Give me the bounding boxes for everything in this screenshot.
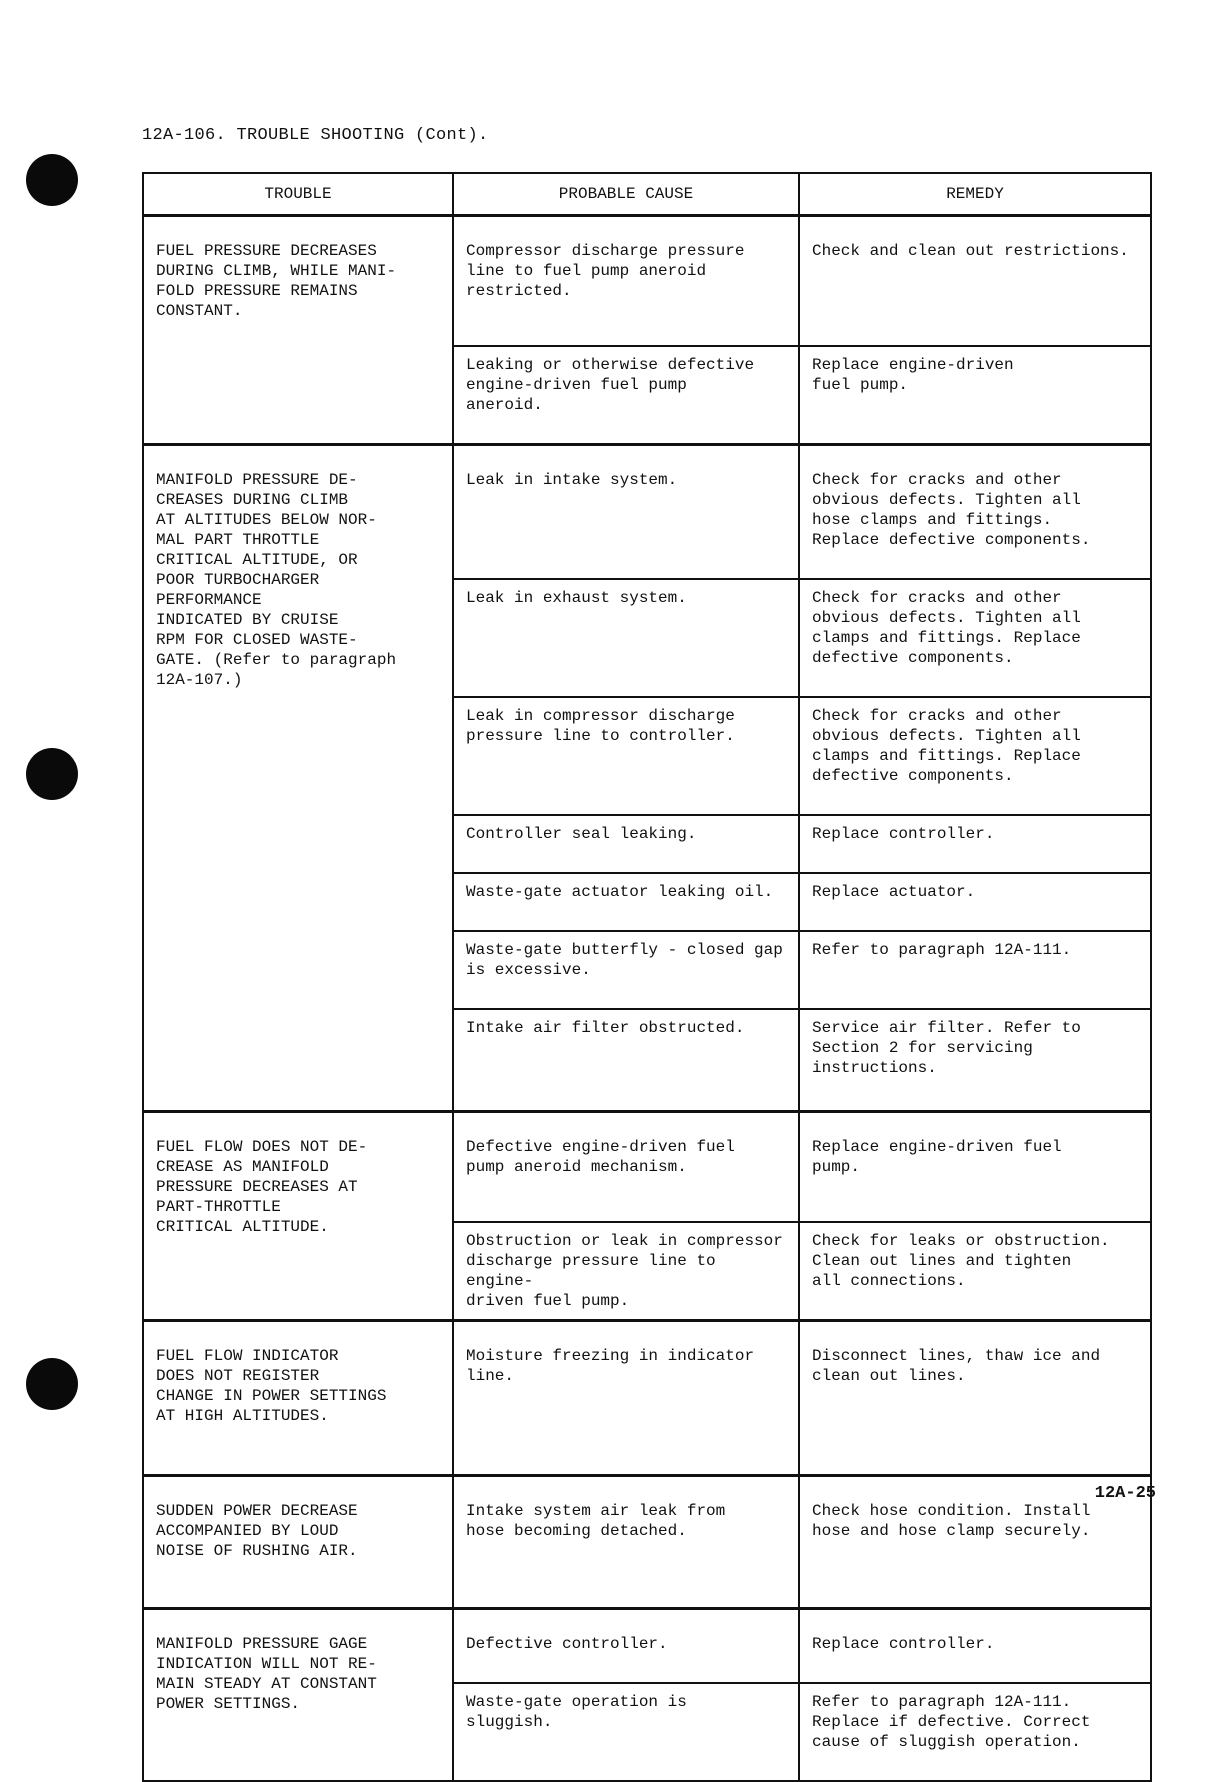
cause-cell: Intake air filter obstructed. [453,1009,799,1112]
remedy-cell: Replace engine-driven fuel pump. [799,346,1151,445]
remedy-cell: Refer to paragraph 12A-111. Replace if defective. Correct cause of sluggish operation. [799,1683,1151,1781]
cause-cell: Waste-gate butterfly - closed gap is excessive. [453,931,799,1009]
trouble-cell: FUEL PRESSURE DECREASES DURING CLIMB, WHILE MANI- FOLD PRESSURE REMAINS CONSTANT. [143,216,453,445]
remedy-cell: Check hose condition. Install hose and hose clamp securely. [799,1476,1151,1609]
trouble-cell: MANIFOLD PRESSURE DE- CREASES DURING CLIMB AT ALTITUDES BELOW NOR- MAL PART THROTTLE CRITICAL ALTITUDE, OR POOR TURBOCHARGER PERFORMANCE INDICATED BY CRUISE RPM FOR CLOSED WASTE- GATE. (Refer to paragraph 12A-107.) [143,445,453,1112]
trouble-cell: FUEL FLOW INDICATOR DOES NOT REGISTER CHANGE IN POWER SETTINGS AT HIGH ALTITUDES. [143,1321,453,1476]
remedy-cell: Check for leaks or obstruction. Clean out lines and tighten all connections. [799,1222,1151,1321]
remedy-cell: Check and clean out restrictions. [799,216,1151,347]
remedy-cell: Replace actuator. [799,873,1151,931]
binder-hole [26,748,78,800]
table-body [143,216,1151,1782]
header-row [143,173,1151,216]
cause-cell: Compressor discharge pressure line to fuel pump aneroid restricted. [453,216,799,347]
remedy-cell: Refer to paragraph 12A-111. [799,931,1151,1009]
troubleshooting-table [142,172,1152,1782]
trouble-cell: MANIFOLD PRESSURE GAGE INDICATION WILL NOT RE- MAIN STEADY AT CONSTANT POWER SETTINGS. [143,1609,453,1782]
remedy-cell: Check for cracks and other obvious defects. Tighten all clamps and fittings. Replace defective components. [799,697,1151,815]
remedy-cell: Service air filter. Refer to Section 2 for servicing instructions. [799,1009,1151,1112]
cause-cell: Leak in compressor discharge pressure line to controller. [453,697,799,815]
table-row [143,1112,1151,1223]
cause-cell: Moisture freezing in indicator line. [453,1321,799,1476]
cause-cell: Intake system air leak from hose becoming detached. [453,1476,799,1609]
table-row [143,1609,1151,1684]
remedy-cell: Replace controller. [799,815,1151,873]
remedy-cell: Check for cracks and other obvious defects. Tighten all hose clamps and fittings. Replace defective components. [799,445,1151,580]
remedy-cell: Replace controller. [799,1609,1151,1684]
cause-cell: Obstruction or leak in compressor discharge pressure line to engine- driven fuel pump. [453,1222,799,1321]
cause-cell: Leak in exhaust system. [453,579,799,697]
table-row [143,445,1151,580]
cause-cell: Controller seal leaking. [453,815,799,873]
trouble-cell: FUEL FLOW DOES NOT DE- CREASE AS MANIFOLD PRESSURE DECREASES AT PART-THROTTLE CRITICAL ALTITUDE. [143,1112,453,1321]
cause-cell: Defective engine-driven fuel pump aneroid mechanism. [453,1112,799,1223]
cause-cell: Waste-gate actuator leaking oil. [453,873,799,931]
binder-hole [26,1358,78,1410]
remedy-cell: Disconnect lines, thaw ice and clean out lines. [799,1321,1151,1476]
remedy-cell: Check for cracks and other obvious defects. Tighten all clamps and fittings. Replace defective components. [799,579,1151,697]
cause-cell: Defective controller. [453,1609,799,1684]
table-row [143,1321,1151,1476]
cause-cell: Leaking or otherwise defective engine-driven fuel pump aneroid. [453,346,799,445]
binder-hole [26,154,78,206]
column-header-remedy: REMEDY [799,173,1151,216]
table-row [143,1476,1151,1609]
column-header-trouble: TROUBLE [143,173,453,216]
trouble-cell: SUDDEN POWER DECREASE ACCOMPANIED BY LOUD NOISE OF RUSHING AIR. [143,1476,453,1609]
cause-cell: Waste-gate operation is sluggish. [453,1683,799,1781]
section-heading: 12A-106. TROUBLE SHOOTING (Cont). [142,126,489,145]
cause-cell: Leak in intake system. [453,445,799,580]
column-header-cause: PROBABLE CAUSE [453,173,799,216]
remedy-cell: Replace engine-driven fuel pump. [799,1112,1151,1223]
table-row [143,216,1151,347]
page-number: 12A-25 [1094,1484,1156,1503]
